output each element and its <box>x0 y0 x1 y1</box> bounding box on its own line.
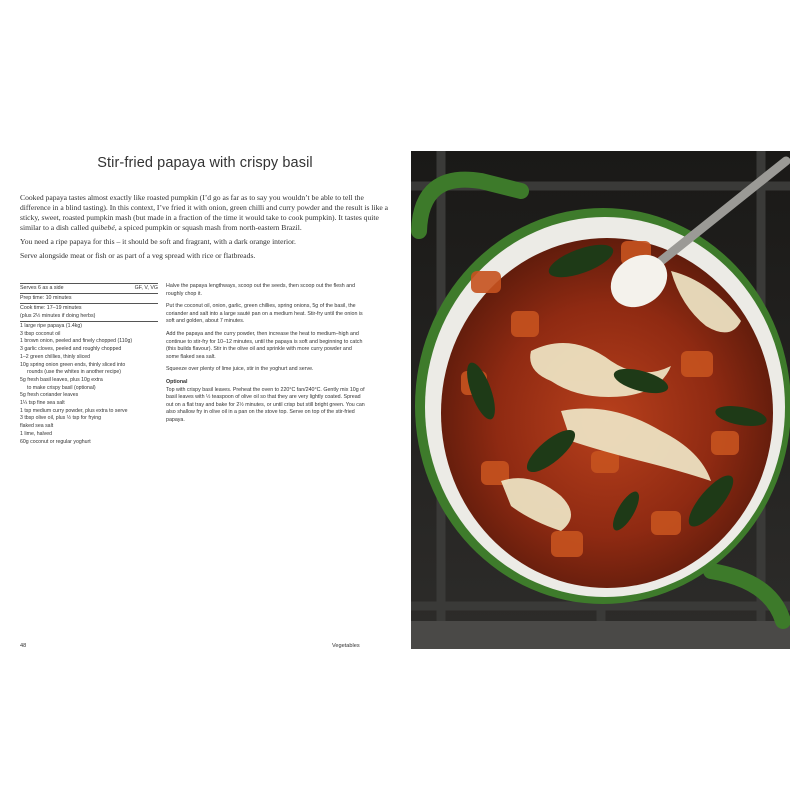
ingredient-item: 1 brown onion, peeled and finely chopped (110g) <box>20 338 133 345</box>
method-step-1: Halve the papaya lengthways, scoop out the seeds, then scoop out the flesh and roughly chop it. <box>166 283 356 297</box>
recipe-meta <box>20 283 158 322</box>
method-step-2: Put the coconut oil, onion, garlic, green chillies, spring onions, 5g of the basil, the coriander and salt into a large sauté pan on a medium heat. Stir-fry until the onion is soft and golden, about 7 minutes. <box>166 303 363 325</box>
intro-text-end: , a spiced pumpkin or squash mash from north-eastern Brazil. <box>114 223 302 232</box>
ingredient-item: flaked sea salt <box>20 423 54 430</box>
dish-name-italic: quibebé <box>90 223 115 232</box>
optional-text: Top with crispy basil leaves. Preheat the oven to 220°C fan/240°C. Gently mix 10g of basil leaves with ½ teaspoon of olive oil so that they are very lightly coated. Spread out on a flat tray and bake for 2½ minutes, or until crisp but still bright green. You can also shallow fry in olive oil in a pan on the stove top. Serve on top of the stir-fried papaya. <box>166 386 365 423</box>
ingredient-item: 1 tsp medium curry powder, plus extra to serve <box>20 407 128 414</box>
intro-paragraph-1 <box>20 193 390 233</box>
ingredient-item: 5g fresh basil leaves, plus 10g extra <box>20 376 103 383</box>
ingredient-item: 1¼ tsp fine sea salt <box>20 400 65 407</box>
cook-time: Cook time: 17–19 minutes <box>20 305 82 312</box>
ingredient-item: 1 large ripe papaya (1.4kg) <box>20 323 82 329</box>
ingredient-item: to make crispy basil (optional) <box>27 384 96 391</box>
method-step-4: Squeeze over plenty of lime juice, stir in the yoghurt and serve. <box>166 366 314 373</box>
page-number: 48 <box>20 643 27 649</box>
prep-time: Prep time: 10 minutes <box>20 295 72 302</box>
cook-time-row <box>20 304 158 321</box>
cook-time-extra: (plus 2½ minutes if doing herbs) <box>20 312 96 319</box>
prep-time-row <box>20 294 158 304</box>
serves-text: Serves 6 as a side <box>20 285 64 291</box>
ingredient-item: rounds (use the whites in another recipe) <box>27 369 122 376</box>
ingredient-list <box>20 323 160 446</box>
method-step-3: Add the papaya and the curry powder, then increase the heat to medium–high and continue to stir-fry for 10–12 minutes, until the papaya is soft and beginning to catch (this builds flavour). Stir in the olive oil and sprinkle with more curry powder and some flaked sea salt. <box>166 330 363 360</box>
optional-heading: Optional <box>166 378 188 385</box>
diet-tags: GF, V, VG <box>134 285 158 291</box>
recipe-intro <box>20 193 390 265</box>
ingredient-item: 1 lime, halved <box>20 430 53 437</box>
recipe-title: Stir-fried papaya with crispy basil <box>97 155 313 171</box>
ingredient-item: 1–2 green chillies, thinly sliced <box>20 353 91 360</box>
intro-text: Cooked papaya tastes almost exactly like roasted pumpkin (I’d go as far as to say you wouldn’t be able to tell the difference in a blind tasting). In this context, I’ve fried it with onion, green chilli and curry powder and the result is like a sticky, sweet, roasted pumpkin mash (but made in a fraction of the time it would take to cook pumpkin). It tastes quite similar to a dish called <box>20 193 389 232</box>
ingredient-item: 3 tbsp coconut oil <box>20 330 61 337</box>
intro-paragraph-2: You need a ripe papaya for this – it should be soft and fragrant, with a dark orange interior. <box>20 237 296 246</box>
section-name: Vegetables <box>332 643 360 649</box>
ingredient-item: 60g coconut or regular yoghurt <box>20 438 91 445</box>
ingredient-item: 3 garlic cloves, peeled and roughly chopped <box>20 346 122 353</box>
method-steps <box>166 283 366 430</box>
papaya-pan-illustration <box>411 151 790 649</box>
serves-row <box>20 283 158 294</box>
intro-paragraph-3: Serve alongside meat or fish or as part of a veg spread with rice or flatbreads. <box>20 251 256 260</box>
ingredient-item: 3 tbsp olive oil, plus ½ tsp for frying <box>20 415 102 422</box>
ingredient-item: 5g fresh coriander leaves <box>20 392 79 399</box>
ingredient-item: 10g spring onion green ends, thinly sliced into <box>20 361 126 368</box>
recipe-photo <box>411 151 790 649</box>
